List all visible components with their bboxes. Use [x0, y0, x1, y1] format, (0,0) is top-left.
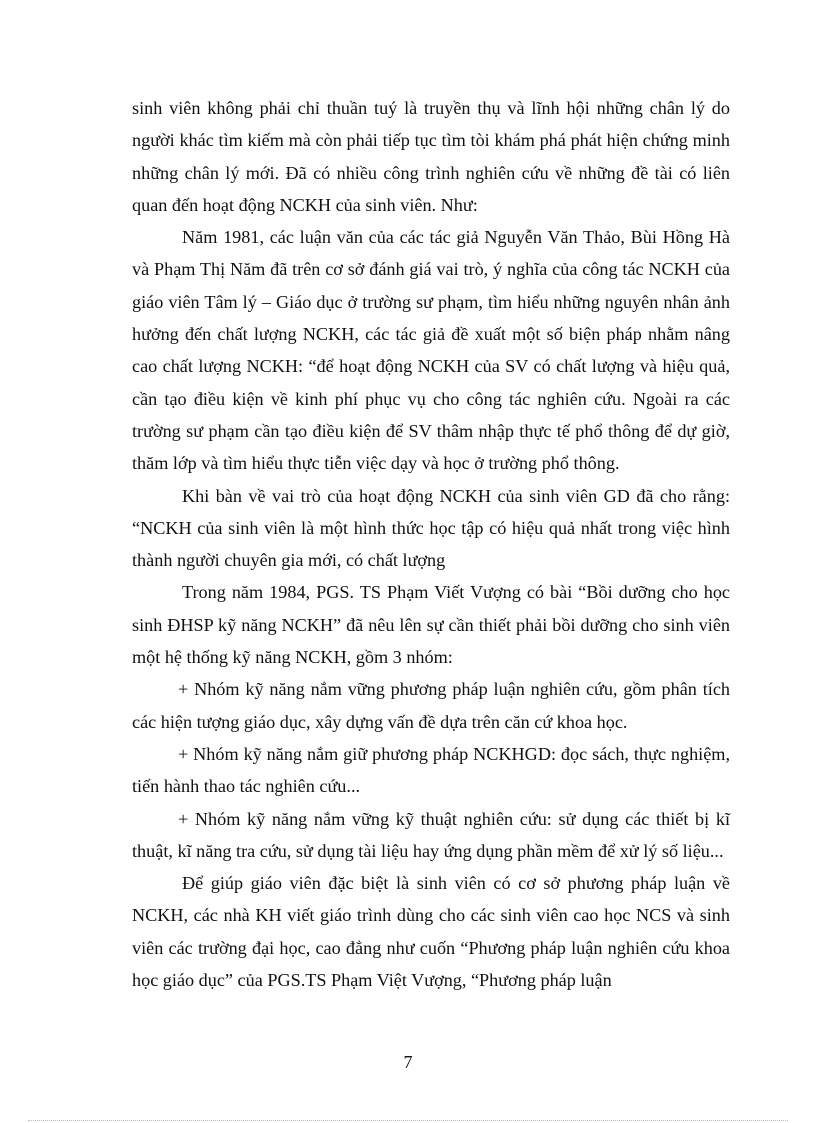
body-text: [132, 92, 730, 996]
paragraph-1984-article: Trong năm 1984, PGS. TS Phạm Viết Vượng có bài “Bồi dưỡng cho học sinh ĐHSP kỹ năng NCKH” đã nêu lên sự cần thiết phải bồi dưỡng cho sinh viên một hệ thống kỹ năng NCKH, gồm 3 nhóm:: [132, 582, 730, 668]
paragraph-role-of-research: Khi bàn về vai trò của hoạt động NCKH của sinh viên GD đã cho rằng: “NCKH của sinh viên là một hình thức học tập có hiệu quả nhất trong việc hình thành người chuyên gia mới, có chất lượng: [132, 485, 730, 571]
page-bottom-divider: [28, 1120, 788, 1121]
page-number: 7: [403, 1052, 413, 1072]
list-item-methodology-skills: + Nhóm kỹ năng nắm vững phương pháp luận nghiên cứu, gồm phân tích các hiện tượng giáo dục, xây dựng vấn đề dựa trên căn cứ khoa học.: [132, 679, 730, 732]
list-item-method-skills: + Nhóm kỹ năng nắm giữ phương pháp NCKHGD: đọc sách, thực nghiệm, tiến hành thao tác nghiên cứu...: [132, 743, 730, 797]
paragraph-1981-theses: Năm 1981, các luận văn của các tác giả Nguyễn Văn Thảo, Bùi Hồng Hà và Phạm Thị Năm đã trên cơ sở đánh giá vai trò, ý nghĩa của công tác NCKH của giáo viên Tâm lý – Giáo dục ở trường sư phạm, tìm hiểu những nguyên nhân ảnh hưởng đến chất lượng NCKH, các tác giả đề xuất một số biện pháp nhằm nâng cao chất lượng NCKH: “để hoạt động NCKH của SV có chất lượng và hiệu quả, cần tạo điều kiện về kinh phí phục vụ cho công tác nghiên cứu. Ngoài ra các trường sư phạm cần tạo điều kiện để SV thâm nhập thực tế phổ thông để dự giờ, thăm lớp và tìm hiểu thực tiễn việc dạy và học ở trường phổ thông.: [132, 227, 730, 474]
list-item-technique-skills: + Nhóm kỹ năng nắm vững kỹ thuật nghiên cứu: sử dụng các thiết bị kĩ thuật, kĩ năng tra cứu, sử dụng tài liệu hay ứng dụng phần mềm để xử lý số liệu...: [132, 808, 730, 861]
paragraph-textbooks: Để giúp giáo viên đặc biệt là sinh viên có cơ sở phương pháp luận về NCKH, các nhà KH viết giáo trình dùng cho các sinh viên cao học NCS và sinh viên các trường đại học, cao đẳng như cuốn “Phương pháp luận nghiên cứu khoa học giáo dục” của PGS.TS Phạm Việt Vượng, “Phương pháp luận: [132, 873, 730, 991]
paragraph-continuation: sinh viên không phải chỉ thuần tuý là truyền thụ và lĩnh hội những chân lý do người khác tìm kiếm mà còn phải tiếp tục tìm tòi khám phá phát hiện chứng minh những chân lý mới. Đã có nhiều công trình nghiên cứu về những đề tài có liên quan đến hoạt động NCKH của sinh viên. Như:: [132, 98, 730, 215]
